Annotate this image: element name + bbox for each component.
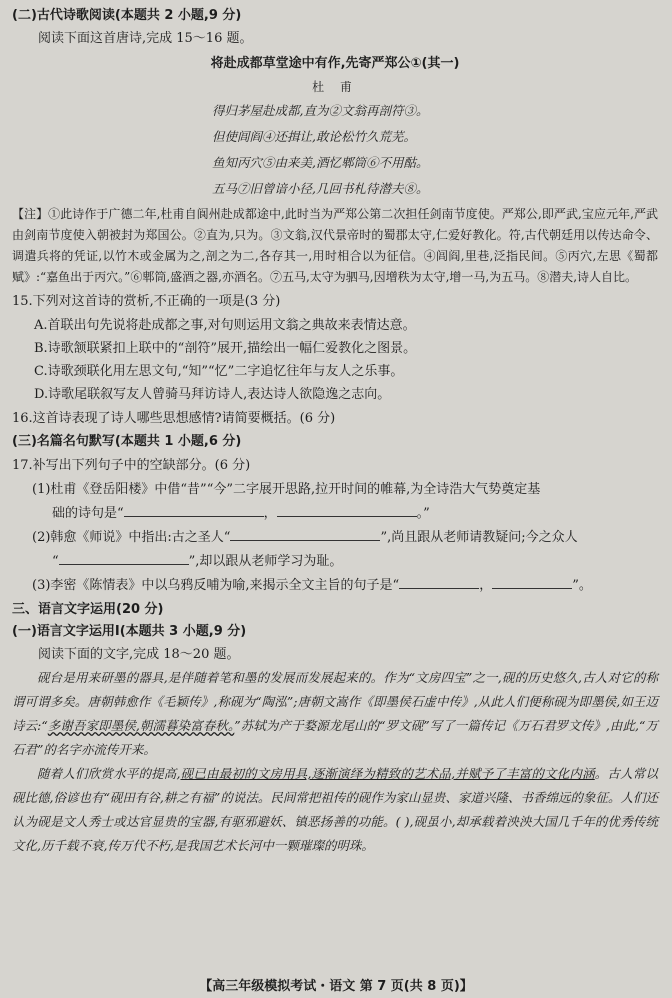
- section3-header: (三)名篇名句默写(本题共 1 小题,6 分): [12, 434, 242, 449]
- q17-1-suffix: 。”: [416, 506, 430, 521]
- answer-blank[interactable]: [399, 574, 479, 589]
- q17-2-suffix: ”,却以跟从老师学习为耻。: [188, 554, 343, 569]
- q17-1-prefix: 础的诗句是“: [52, 506, 124, 521]
- q17-2-mid: ”,尚且跟从老师请教疑问;今之众人: [380, 530, 578, 545]
- para2-text-b: 。古人常以砚比德,俗谚也有“砚田有谷,耕之有福”的说法。民间常把祖传的砚作为家山显贵、家道兴隆、书香绵远的象征。人们还认为砚是文人秀士或达官显贵的宝器,有驱邪避妖、镇恶扬善的功能。( ),砚虽小,却承载着泱泱大国几千年的优秀传统文化,历千载不衰,传万代不朽,是我国艺术长河中一颗璀璨的明珠。: [12, 766, 658, 853]
- para1-text-b: ”苏轼为产于婺源龙尾山的“罗文砚”写了一篇传记《万石君罗文传》,由此,“万石君”的名字亦流传开来。: [12, 718, 658, 757]
- answer-blank[interactable]: [277, 502, 417, 517]
- poem-line: 但使闾阎④还揖让,敢论松竹久荒芜。: [212, 129, 416, 144]
- passage-paragraph-2: [12, 762, 658, 858]
- question-16: 16.这首诗表现了诗人哪些思想感情?请简要概括。(6 分): [12, 411, 336, 426]
- q17-3-prefix: (3)李密《陈情表》中以乌鸦反哺为喻,来揭示全文主旨的句子是“: [32, 578, 400, 593]
- page-footer: 【高三年级模拟考试・语文 第 7 页(共 8 页)】: [199, 979, 473, 994]
- poem-author: 杜 甫: [312, 80, 358, 94]
- q17-3-suffix: ”。: [572, 578, 592, 593]
- option-a: A.首联出句先说将赴成都之事,对句则运用文翁之典故来表情达意。: [34, 318, 416, 333]
- poem-line: 鱼知丙穴⑤由来美,酒忆郫筒⑥不用酤。: [212, 155, 429, 170]
- q17-item-2: [12, 526, 658, 550]
- q17-item-1-cont: 础的诗句是“ ， 。”: [12, 502, 658, 526]
- para1-text-a: 砚台是用来研墨的器具,是伴随着笔和墨的发展而发展起来的。作为“文房四宝”之一,砚的历史悠久,古人对它的称谓可谓多矣。唐朝韩愈作《毛颖传》,称砚为“陶泓”;唐朝文嵩作《即墨侯石虚中传》,从此人们便称砚为即墨侯,如王迈诗云:“: [12, 670, 658, 733]
- q17-2-prefix: (2)韩愈《师说》中指出:古之圣人“: [32, 530, 231, 545]
- question-15: 15.下列对这首诗的赏析,不正确的一项是(3 分): [12, 294, 281, 309]
- option-c: C.诗歌颈联化用左思文句,“知”“忆”二字追忆往年与友人之乐事。: [34, 364, 404, 379]
- q17-item-2-cont: [12, 550, 658, 574]
- q17-2-open: “: [52, 554, 59, 569]
- poem-body: [12, 98, 658, 202]
- passage-instruction: 阅读下面的文字,完成 18～20 题。: [38, 647, 240, 662]
- para1-wavy-quote: 多谢吾家即墨侯,朝濡暮染富春秋。: [47, 718, 235, 733]
- q17-item-3: (3)李密《陈情表》中以乌鸦反哺为喻,来揭示全文主旨的句子是“ ， ”。: [12, 574, 658, 598]
- section2-header: (二)古代诗歌阅读(本题共 2 小题,9 分): [12, 8, 242, 23]
- part3-sub-header: (一)语言文字运用Ⅰ(本题共 3 小题,9 分): [12, 624, 247, 639]
- answer-blank[interactable]: [124, 502, 264, 517]
- answer-blank[interactable]: [59, 550, 189, 565]
- option-d: D.诗歌尾联叙写友人曾骑马拜访诗人,表达诗人欲隐逸之志向。: [34, 387, 391, 402]
- poem-title: 将赴成都草堂途中有作,先寄严郑公①(其一): [210, 56, 460, 71]
- passage-paragraph-1: [12, 666, 658, 762]
- option-b: B.诗歌颔联紧扣上联中的“剖符”展开,描绘出一幅仁爱教化之图景。: [34, 341, 417, 356]
- poem-instruction: 阅读下面这首唐诗,完成 15～16 题。: [38, 31, 253, 46]
- question-17: 17.补写出下列句子中的空缺部分。(6 分): [12, 458, 251, 473]
- q17-item-1: (1)杜甫《登岳阳楼》中借“昔”“今”二字展开思路,拉开时间的帷幕,为全诗浩大气势奠定基: [32, 482, 541, 497]
- para2-underlined: 砚已由最初的文房用具,逐渐演绎为精致的艺术品,并赋予了丰富的文化内涵: [180, 766, 595, 781]
- part3-header: 三、语言文字运用(20 分): [12, 602, 164, 617]
- poem-line: 得归茅屋赴成都,直为②文翁再剖符③。: [212, 103, 429, 118]
- para2-text-a: 随着人们欣赏水平的提高,: [37, 766, 181, 781]
- answer-blank[interactable]: [230, 526, 380, 541]
- poem-note: 【注】①此诗作于广德二年,杜甫自阆州赴成都途中,此时当为严郑公第二次担任剑南节度使。严郑公,即严武,宝应元年,严武由剑南节度使入朝被封为郑国公。②直为,只为。③文翁,汉代景帝时的蜀郡太守,仁爱好教化。符,古代朝廷用以传达命令、调遣兵将的凭证,以竹木或金属为之,剖之为二,各存其一,用时相合以为征信。④闾阎,里巷,泛指民间。⑤丙穴,左思《蜀都赋》:“嘉鱼出于丙穴。”⑥郫筒,盛酒之器,亦酒名。⑦五马,太守为驷马,因增秩为太守,增一马,为五马。⑧潜夫,诗人自比。: [12, 207, 658, 284]
- poem-line: 五马⑦旧曾谙小径,几回书札待潜夫⑧。: [212, 181, 429, 196]
- answer-blank[interactable]: [492, 574, 572, 589]
